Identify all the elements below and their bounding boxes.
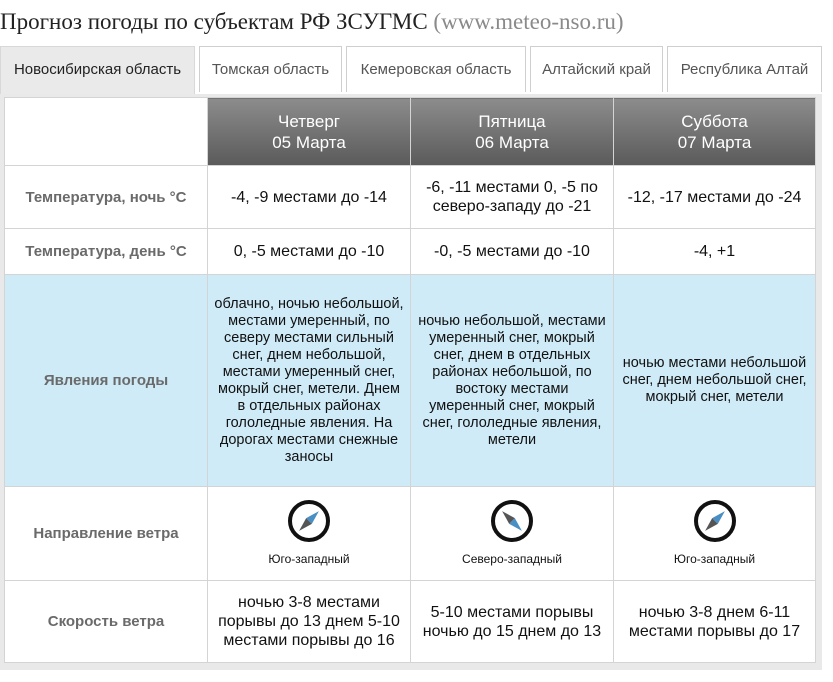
row-label-wind-speed: Скорость ветра	[5, 581, 208, 663]
day-header	[208, 98, 411, 166]
day-header	[614, 98, 816, 166]
page-title	[0, 6, 624, 38]
row-label-temp-night: Температура, ночь °С	[5, 166, 208, 229]
temp-day-row	[5, 229, 816, 275]
compass-icon	[489, 498, 535, 544]
wind-direction-row	[5, 487, 816, 581]
temp-night-value: -12, -17 местами до -24	[614, 166, 816, 229]
region-tabs	[0, 46, 833, 94]
temp-night-value: -6, -11 местами 0, -5 по северо-западу до -21	[411, 166, 614, 229]
day-header	[411, 98, 614, 166]
wind-speed-row	[5, 581, 816, 663]
header-corner	[5, 98, 208, 166]
wind-direction-value: Юго-западный	[673, 552, 756, 566]
site-url: (www.meteo-nso.ru)	[433, 9, 624, 34]
temp-night-row	[5, 166, 816, 229]
temp-night-value: -4, -9 местами до -14	[208, 166, 411, 229]
phenomena-value: ночью небольшой, местами умеренный снег, мокрый снег, днем в отдельных районах небольшой, по востоку местами умеренный снег, мокрый снег, гололедные явления, метели	[411, 275, 614, 487]
forecast-panel	[0, 94, 822, 670]
row-label-wind-direction: Направление ветра	[5, 487, 208, 581]
header-row	[5, 98, 816, 166]
day-date: 05 Марта	[272, 132, 346, 152]
wind-direction-cell	[208, 487, 411, 581]
wind-speed-value: ночью 3-8 днем 6-11 местами порывы до 17	[614, 581, 816, 663]
wind-direction-cell	[411, 487, 614, 581]
phenomena-value: ночью местами небольшой снег, днем небольшой снег, мокрый снег, метели	[614, 275, 816, 487]
day-weekday: Пятница	[478, 111, 546, 131]
tab-altai-republic[interactable]: Республика Алтай	[667, 46, 822, 92]
row-label-phenomena: Явления погоды	[5, 275, 208, 487]
title-text: Прогноз погоды по субъектам РФ ЗСУГМС	[0, 9, 428, 34]
tab-novosibirsk[interactable]: Новосибирская область	[0, 46, 195, 94]
temp-day-value: -0, -5 местами до -10	[411, 229, 614, 275]
wind-direction-value: Юго-западный	[268, 552, 350, 566]
wind-direction-cell	[614, 487, 816, 581]
day-date: 07 Марта	[677, 132, 752, 152]
row-label-temp-day: Температура, день °С	[5, 229, 208, 275]
wind-speed-value: ночью 3-8 местами порывы до 13 днем 5-10 местами порывы до 16	[208, 581, 411, 663]
day-date: 06 Марта	[475, 132, 549, 152]
phenomena-row	[5, 275, 816, 487]
tab-tomsk[interactable]: Томская область	[199, 46, 342, 92]
phenomena-value: облачно, ночью небольшой, местами умеренный, по северу местами сильный снег, днем небольшой, местами умеренный снег, мокрый снег, метели. Днем в отдельных районах гололедные явления. На дорогах местами снежные заносы	[208, 275, 411, 487]
forecast-table	[4, 97, 816, 663]
tab-kemerovo[interactable]: Кемеровская область	[346, 46, 526, 92]
day-weekday: Суббота	[681, 111, 748, 131]
temp-day-value: -4, +1	[614, 229, 816, 275]
day-weekday: Четверг	[278, 111, 340, 131]
temp-day-value: 0, -5 местами до -10	[208, 229, 411, 275]
compass-icon	[692, 498, 738, 544]
compass-icon	[286, 498, 332, 544]
wind-direction-value: Северо-западный	[462, 552, 562, 566]
tab-altai-krai[interactable]: Алтайский край	[530, 46, 663, 92]
wind-speed-value: 5-10 местами порывы ночью до 15 днем до 13	[411, 581, 614, 663]
